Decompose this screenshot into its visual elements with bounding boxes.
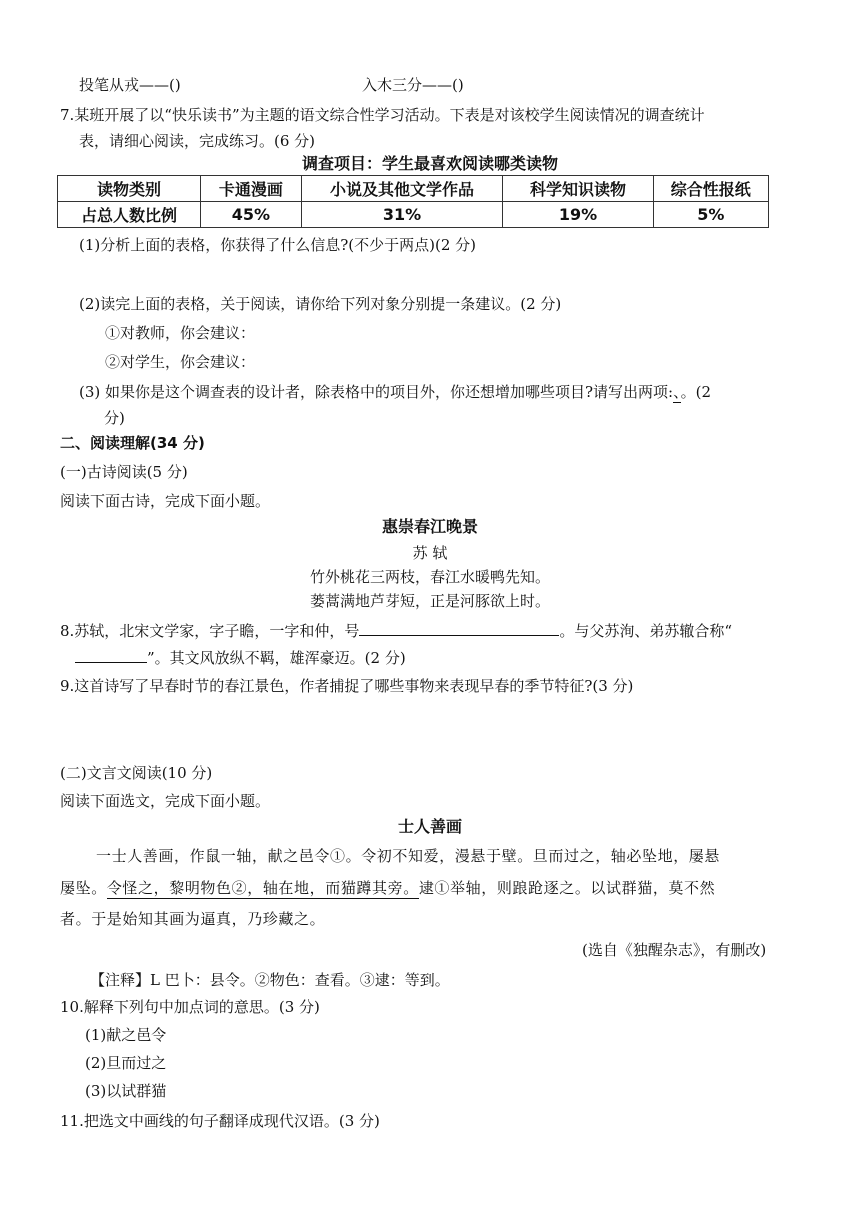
part1-title: (一)古诗阅读(5 分) [60,463,188,481]
q8-text-c: ”。其文风放纵不羁，雄浑豪迈。(2 分) [147,649,406,667]
q7-stem-line2: 表，请细心阅读，完成练习。(6 分) [79,132,316,150]
table-header-cell: 卡通漫画 [201,176,302,202]
passage-note: 【注释】L 巴卜：县令。②物色：查看。③逮：等到。 [90,971,450,989]
poem-author: 苏 轼 [412,544,448,562]
q7-sub3-line2: 分) [104,409,125,427]
q8-blank-2[interactable] [75,646,147,663]
table-header-cell: 科学知识读物 [503,176,653,202]
underlined-sentence: 令怪之，黎明物色②，轴在地，而猫蹲其旁。 [106,879,419,897]
q8-text-b: 。与父苏洵、弟苏辙合称“ [559,622,732,640]
q7-sub2: (2)读完上面的表格，关于阅读，请你给下列对象分别提一条建议。(2 分) [79,295,562,313]
passage-title: 士人善画 [397,817,462,836]
passage-line-1: 一士人善画，作鼠一轴，献之邑令①。令初不知爱，漫悬于壁。旦而过之，轴必坠地，屡悬 [96,847,721,865]
part2-title: (二)文言文阅读(10 分) [60,764,213,782]
part1-intro: 阅读下面古诗，完成下面小题。 [60,492,271,510]
table-header-cell: 小说及其他文学作品 [301,176,503,202]
poem-line-2: 蒌蒿满地芦芽短，正是河豚欲上时。 [309,592,550,610]
passage-text: 屡坠。 [60,879,107,897]
q7-sub3-blank[interactable]: 、 [673,383,681,401]
q7-sub3-tail: 。(2 [680,383,712,401]
passage-line-2 [60,877,715,899]
q7-sub3-line1 [79,381,711,403]
table-cell: 45% [201,202,302,228]
passage-source: (选自《独醒杂志》，有删改) [582,941,767,959]
poem-line-1: 竹外桃花三两枝，春江水暖鸭先知。 [309,568,550,586]
q7-sub3-text: (3) 如果你是这个调查表的设计者，除表格中的项目外，你还想增加哪些项目?请写出两项: [79,383,674,401]
q10: 10.解释下列句中加点词的意思。(3 分) [60,998,320,1016]
passage-line-3: 者。于是始知其画为逼真，乃珍藏之。 [60,910,326,928]
table-header-row [58,176,769,202]
idiom-item-1: 投笔从戎——() [79,76,181,94]
q8-text-a: 8.苏轼，北宋文学家，字子瞻，一字和仲，号 [60,622,360,640]
q8-blank-1[interactable] [359,619,559,636]
table-header-cell: 综合性报纸 [653,176,768,202]
table-row [58,202,769,228]
q7-stem-line1: 7.某班开展了以“快乐读书”为主题的语文综合性学习活动。下表是对该校学生阅读情况的调查统计 [60,106,705,124]
q7-sub1: (1)分析上面的表格，你获得了什么信息?(不少于两点)(2 分) [79,236,477,254]
survey-table-title: 调查项目：学生最喜欢阅读哪类读物 [301,154,558,173]
q9: 9.这首诗写了早春时节的春江景色，作者捕捉了哪些事物来表现早春的季节特征?(3 分) [60,677,634,695]
part2-intro: 阅读下面选文，完成下面小题。 [60,792,271,810]
q8-line2 [75,646,406,669]
survey-table [57,175,769,228]
table-cell: 5% [653,202,768,228]
table-cell: 占总人数比例 [58,202,201,228]
table-header-cell: 读物类别 [58,176,201,202]
section-title: 二、阅读理解(34 分) [60,434,205,452]
q8-line1 [60,619,732,642]
q10-item-3: (3)以试群猫 [85,1082,167,1100]
q11: 11.把选文中画线的句子翻译成现代汉语。(3 分) [60,1112,380,1130]
table-cell: 19% [503,202,653,228]
q10-item-1: (1)献之邑令 [85,1026,167,1044]
q10-item-2: (2)旦而过之 [85,1054,167,1072]
idiom-item-2: 入木三分——() [362,76,464,94]
poem-title: 惠崇春江晚景 [381,517,478,536]
q7-sub2-student: ②对学生，你会建议： [105,353,256,371]
passage-text: 逮①举轴，则踉跄逐之。以试群猫，莫不然 [418,879,716,897]
table-cell: 31% [301,202,503,228]
q7-sub2-teacher: ①对教师，你会建议： [105,324,256,342]
